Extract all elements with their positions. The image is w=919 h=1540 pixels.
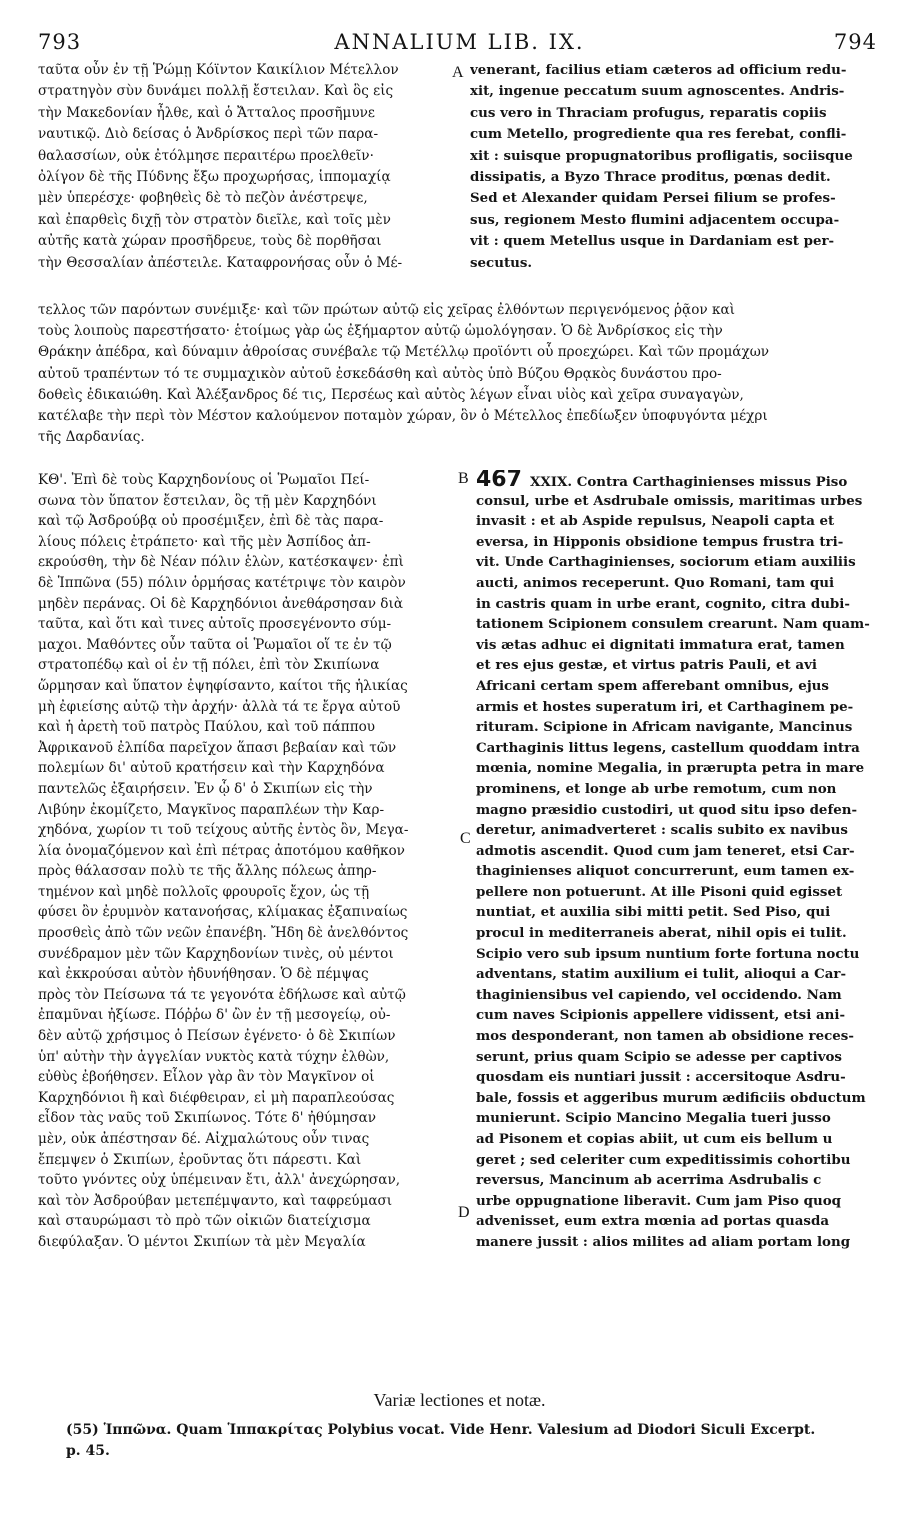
greek-text-line: δὲν αὐτῷ χρήσιμος ὁ Πείσων ἐγένετο· ὁ δὲ Σκιπίων: [38, 1028, 396, 1045]
greek-text-line: εὐθὺς ἐβοήθησεν. Εἷλον γὰρ ἂν τὸν Μαγκῖνον οἱ: [38, 1069, 375, 1086]
latin-text-line: quosdam eis nuntiari jussit : accersitoque Asdru-: [476, 1069, 846, 1086]
latin-text-line: sus, regionem Mesto flumini adjacentem occupa-: [470, 211, 840, 228]
greek-text-line: λία ὀνομαζόμενον καὶ ἐπὶ πέτρας ἀποτόμου καθῆκον: [38, 842, 405, 859]
greek-text-line: μαχοι. Μαθόντες οὖν ταῦτα οἱ Ῥωμαῖοι οἵ τε ἐν τῷ: [38, 636, 392, 653]
greek-text-line: σωνα τὸν ὕπατον ἔστειλαν, ὃς τῇ μὲν Καρχηδόνι: [38, 492, 377, 509]
footnote-line-2: p. 45.: [66, 1443, 110, 1459]
greek-column-bottom: [38, 470, 456, 1253]
greek-text-line: δὲ Ἱππῶνα (55) πόλιν ὁρμήσας κατέτριψε τὸν καιρὸν: [38, 574, 406, 591]
latin-column-bottom: [476, 470, 876, 1253]
latin-text-line: thaginiensibus vel capiendo, vel occidendo. Nam: [476, 986, 842, 1003]
latin-text-line: aucti, animos receperunt. Quo Romani, tam qui: [476, 574, 835, 591]
greek-text-line: τῆς Δαρδανίας.: [38, 429, 145, 446]
latin-text-line: manere jussit : alios milites ad aliam portam long: [476, 1233, 851, 1250]
greek-text-line: αὐτοῦ τραπέντων τό τε συμμαχικὸν αὐτοῦ ἐσκεδάσθη καὶ αὐτὸς ὑπὸ Βύζου Θρᾳκὸς δυνάστου προ-: [38, 365, 722, 382]
greek-text-line: φύσει ὂν ἐρυμνὸν κατανοήσας, κλίμακας ἐξαπιναίως: [38, 904, 408, 921]
greek-text-line: στρατοπέδῳ καὶ οἱ ἐν τῇ πόλει, ἐπὶ τὸν Σκιπίωνα: [38, 657, 380, 674]
greek-text-line: καὶ σταυρώμασι τὸ πρὸ τῶν οἰκιῶν διατείχισμα: [38, 1213, 371, 1230]
greek-text-line: τοὺς λοιποὺς παρεστήσατο· ἑτοίμως γὰρ ὡς ἐξήμαρτον αὐτῷ ὡμολόγησαν. Ὁ δὲ Ἀνδρίσκος εἰς τὴν: [38, 323, 723, 340]
greek-text-line: καὶ ἐκκρούσαι αὐτὸν ἠδυνήθησαν. Ὁ δὲ πέμψας: [38, 966, 369, 983]
greek-text-line: μὲν ὑπερέσχε· φοβηθεὶς δὲ τὸ πεζὸν ἀνέστρεψε,: [38, 190, 368, 207]
latin-text-line: advenisset, eum extra mœnia ad portas quasda: [476, 1213, 829, 1230]
latin-text-line: thaginienses aliquot concurrerunt, eum tamen ex-: [476, 863, 855, 880]
greek-text-line: πρὸς τὸν Πείσωνα τά τε γεγονότα ἐδήλωσε καὶ αὐτῷ: [38, 986, 406, 1003]
latin-text-line: prominens, et longe ab urbe remotum, cum non: [476, 780, 837, 797]
latin-text-line: cum Metello, progrediente qua res ferebat, confli-: [470, 126, 847, 143]
greek-text-line: εἶδον τὰς ναῦς τοῦ Σκιπίωνος. Τότε δ' ἠθύμησαν: [38, 1110, 377, 1127]
running-title: ANNALIUM LIB. IX.: [334, 30, 585, 54]
latin-text-line: mos desponderant, non tamen ab obsidione reces-: [476, 1028, 854, 1045]
latin-text-line: geret ; sed celeriter cum expeditissimis cohortibu: [476, 1151, 851, 1168]
greek-text-line: δοθεὶς ἐδικαιώθη. Καὶ Ἀλέξανδρος δέ τις, Περσέως καὶ αὐτὸς λέγων εἶναι υἱὸς καὶ χεῖρα συναγαγὼν,: [38, 386, 744, 403]
greek-text-line: διεφύλαξαν. Ὁ μέντοι Σκιπίων τὰ μὲν Μεγαλία: [38, 1233, 366, 1250]
latin-text-line: cum naves Scipionis appellere vidissent, etsi ani-: [476, 1007, 846, 1024]
margin-letter-a: A: [452, 64, 464, 81]
greek-text-line: λίους πόλεις ἐτράπετο· καὶ τῆς μὲν Ἀσπίδος ἀπ-: [38, 533, 371, 550]
page-number-right: 794: [833, 30, 877, 54]
latin-text-line: vit : quem Metellus usque in Dardaniam est per-: [470, 233, 835, 250]
latin-text-line: procul in mediterraneis aberat, nihil opis ei tulit.: [476, 925, 847, 942]
latin-text-line: vit. Unde Carthaginienses, sociorum etiam auxiliis: [476, 554, 856, 571]
footnote-line-1: (55) Ἱππῶνα. Quam Ἱππακρίτας Polybius vocat. Vide Henr. Valesium ad Diodori Siculi Excerpt.: [66, 1422, 816, 1438]
greek-text-line: τὴν Μακεδονίαν ἦλθε, καὶ ὁ Ἄτταλος προσῆμυνε: [38, 104, 375, 121]
greek-text-line: μηδὲν περάνας. Οἱ δὲ Καρχηδόνιοι ἀνεθάρσησαν διὰ: [38, 595, 403, 612]
greek-text-line: αὐτῆς κατὰ χώραν προσῆδρευε, τοὺς δὲ πορθῆσαι: [38, 233, 382, 250]
greek-text-line: τελλος τῶν παρόντων συνέμιξε· καὶ τῶν πρώτων αὐτῷ εἰς χεῖρας ἐλθόντων περιγενόμενος ῥᾷον καὶ: [38, 302, 735, 318]
latin-text-line: armis et hostes superatum iri, et Carthaginem pe-: [476, 698, 854, 715]
margin-letter-b: B: [458, 470, 469, 487]
latin-text-line: serunt, prius quam Scipio se adesse per captivos: [476, 1048, 842, 1065]
latin-text-line: mœnia, nomine Megalia, in prærupta petra in mare: [476, 760, 865, 777]
margin-letter-c: C: [460, 830, 471, 847]
greek-text-line: παντελῶς ἐξαιρήσειν. Ἐν ᾧ δ' ὁ Σκιπίων εἰς τὴν: [38, 780, 373, 797]
greek-text-line: τὴν Θεσσαλίαν ἀπέστειλε. Καταφρονήσας οὖν ὁ Μέ-: [38, 254, 403, 271]
latin-text-line: adventans, statim auxilium ei tulit, alioqui a Car-: [476, 966, 847, 983]
latin-column-top: [470, 60, 877, 274]
greek-text-line: καὶ τὸν Ἀσδρούβαν μετεπέμψαντο, καὶ ταφρεύμασι: [38, 1192, 393, 1209]
greek-text-line: Θράκην ἀπέδρα, καὶ δύναμιν ἀθροίσας συνέβαλε τῷ Μετέλλῳ προϊόντι οὗ προεχώρει. Καὶ τῶν προμάχων: [38, 344, 770, 361]
latin-text-line: munierunt. Scipio Mancino Megalia tueri jusso: [476, 1110, 831, 1127]
latin-text-line: magno præsidio custodiri, ut quod situ ipso defen-: [476, 801, 858, 818]
latin-text-line: admotis ascendit. Quod cum jam teneret, etsi Car-: [476, 842, 855, 859]
greek-text-line: ἔπεμψεν ὁ Σκιπίων, ἐροῦντας ὅτι πάρεστι. Καὶ: [38, 1151, 362, 1168]
greek-text-line: ὀλίγον δὲ τῆς Πύδνης ἔξω προχωρήσας, ἱππομαχίᾳ: [38, 168, 391, 185]
greek-text-line: Ἀφρικανοῦ ἐλπίδα παρεῖχον ἅπασι βεβαίαν καὶ τῶν: [38, 739, 397, 756]
margin-letter-d: D: [458, 1204, 470, 1221]
greek-text-line: συνέδραμον μὲν τῶν Καρχηδονίων τινὲς, οὐ μέντοι: [38, 945, 394, 962]
latin-text-line: cus vero in Thraciam profugus, reparatis copiis: [470, 104, 827, 121]
greek-text-line: μὴ ἐφιείσης αὐτῷ τὴν ἀρχήν· ἀλλὰ τά τε ἔργα αὐτοῦ: [38, 698, 401, 715]
greek-text-line: ὥρμησαν καὶ ὕπατον ἐψηφίσαντο, καίτοι τῆς ἡλικίας: [38, 677, 408, 694]
latin-text-line: invasit : et ab Aspide repulsus, Neapoli capta et: [476, 513, 835, 530]
greek-text-line: ἐπαμῦναι ἠξίωσε. Πόῤῥω δ' ὢν ἐν τῇ μεσογείῳ, οὐ-: [38, 1007, 391, 1024]
latin-text-line: in castris quam in urbe erant, cognito, citra dubi-: [476, 595, 850, 612]
latin-text-line: ad Pisonem et copias abiit, ut cum eis bellum u: [476, 1131, 833, 1147]
latin-text-line: consul, urbe et Asdrubale omissis, maritimas urbes: [476, 492, 863, 509]
greek-text-line: πολεμίων δι' αὐτοῦ κρατήσειν καὶ τὴν Καρχηδόνα: [38, 760, 385, 777]
greek-text-line: καὶ ἐπαρθεὶς διχῇ τὸν στρατὸν διεῖλε, καὶ τοῖς μὲν: [38, 211, 391, 228]
page-number-left: 793: [38, 30, 82, 54]
latin-text-line: Sed et Alexander quidam Persei filium se profes-: [470, 190, 836, 207]
latin-text-line: urbe oppugnatione liberavit. Cum jam Piso quoq: [476, 1192, 842, 1209]
greek-full-width-block: [38, 300, 880, 448]
greek-text-line: Καρχηδόνιοι ἢ καὶ διέφθειραν, εἰ μὴ παραπλεούσας: [38, 1089, 395, 1106]
section-number: 467: [476, 470, 522, 491]
greek-text-line: ΚΘ'. Ἐπὶ δὲ τοὺς Καρχηδονίους οἱ Ῥωμαῖοι Πεί-: [38, 472, 370, 488]
latin-text-line: secutus.: [470, 254, 533, 271]
latin-text-line: deretur, animadverteret : scalis subito ex navibus: [476, 822, 848, 839]
greek-column-top: [38, 60, 458, 274]
latin-text-line: xit : suisque propugnatoribus profligatis, sociisque: [470, 147, 853, 164]
latin-text-line: bale, fossis et aggeribus murum ædificiis obductum: [476, 1089, 866, 1106]
latin-line-first: [476, 470, 876, 491]
latin-text-line: xit, ingenue peccatum suum agnoscentes. Andris-: [470, 83, 845, 100]
greek-text-line: κατέλαβε τὴν περὶ τὸν Μέστον καλούμενον ποταμὸν χώραν, ὃν ὁ Μέτελλος ἐπεδίωξεν ὑποφυγόντα μέχρι: [38, 407, 768, 424]
greek-text-line: τοῦτο γνόντες οὐχ ὑπέμειναν ἔτι, ἀλλ' ἀνεχώρησαν,: [38, 1172, 401, 1189]
greek-text-line: τημένον καὶ μηδὲ πολλοῖς φρουροῖς ἔχον, ὡς τῇ: [38, 883, 370, 900]
latin-text-line: Africani certam spem afferebant omnibus, ejus: [476, 677, 829, 694]
latin-text-line: eversa, in Hipponis obsidione tempus frustra tri-: [476, 533, 844, 550]
greek-text-line: ταῦτα, καὶ ὅτι καὶ τινες αὐτοῖς προσεγένοντο σύμ-: [38, 616, 392, 633]
greek-text-line: ταῦτα οὖν ἐν τῇ Ῥώμῃ Κόϊντον Καικίλιον Μέτελλον: [38, 62, 399, 78]
latin-text-line: reversus, Mancinum ab acerrima Asdrubalis c: [476, 1172, 822, 1189]
latin-text-line: vis ætas adhuc ei dignitati immatura erat, tamen: [476, 636, 845, 653]
notes-heading: Variæ lectiones et notæ.: [373, 1390, 546, 1410]
greek-text-line: μὲν, οὐκ ἀπέστησαν δέ. Αἰχμαλώτους οὖν τινας: [38, 1131, 370, 1147]
latin-text-line: pellere non potuerunt. At ille Pisoni quid egisset: [476, 883, 843, 900]
greek-text-line: εκρούσθη, τὴν δὲ Νέαν πόλιν ἑλὼν, κατέσκαψεν· ἐπὶ: [38, 554, 404, 571]
greek-text-line: καὶ ἡ ἀρετὴ τοῦ πατρὸς Παύλου, καὶ τοῦ πάππου: [38, 719, 376, 736]
greek-text-line: προσθεὶς ἀπὸ τῶν νεῶν ἐπανέβη. Ἤδη δὲ ἀνελθόντος: [38, 925, 409, 942]
latin-text-line: dissipatis, a Byzo Thrace proditus, pœnas dedit.: [470, 168, 831, 185]
greek-text-line: Λιβύην ἐκομίζετο, Μαγκῖνος παραπλέων τὴν Καρ-: [38, 801, 385, 818]
greek-text-line: χηδόνα, χωρίον τι τοῦ τείχους αὐτῆς ἐντὸς ὂν, Μεγα-: [38, 822, 409, 839]
greek-text-line: θαλασσίων, οὐκ ἐτόλμησε περαιτέρω προελθεῖν·: [38, 147, 374, 164]
latin-text-line: tationem Scipionem consulem crearunt. Nam quam-: [476, 616, 870, 633]
latin-text-line: rituram. Scipione in Africam navigante, Mancinus: [476, 719, 853, 736]
latin-text-line: nuntiat, et auxilia sibi mitti petit. Sed Piso, qui: [476, 904, 831, 921]
greek-text-line: ὑπ' αὐτὴν τὴν ἀγγελίαν νυκτὸς κατὰ τύχην ἐλθὼν,: [38, 1048, 390, 1065]
greek-text-line: ναυτικῷ. Διὸ δείσας ὁ Ἀνδρίσκος περὶ τῶν παρα-: [38, 126, 379, 143]
latin-text-line: et res ejus gestæ, et virtus patris Pauli, et avi: [476, 657, 817, 674]
greek-text-line: στρατηγὸν σὺν δυνάμει πολλῇ ἔστειλαν. Καὶ ὃς εἰς: [38, 83, 394, 100]
latin-text-line: Carthaginis littus legens, castellum quoddam intra: [476, 739, 860, 756]
latin-line-first-text: XXIX. Contra Carthaginienses missus Piso: [529, 474, 848, 490]
latin-text-line: venerant, facilius etiam cæteros ad officium redu-: [470, 62, 847, 78]
footnote: [66, 1420, 886, 1462]
latin-text-line: Scipio vero sub ipsum nuntium forte fortuna noctu: [476, 945, 860, 962]
greek-text-line: καὶ τῷ Ἀσδρούβᾳ οὐ προσέμιξεν, ἐπὶ δὲ τὰς παρα-: [38, 513, 384, 530]
greek-text-line: πρὸς θάλασσαν πολὺ τε τῆς ἄλλης πόλεως ἀπηρ-: [38, 863, 377, 880]
